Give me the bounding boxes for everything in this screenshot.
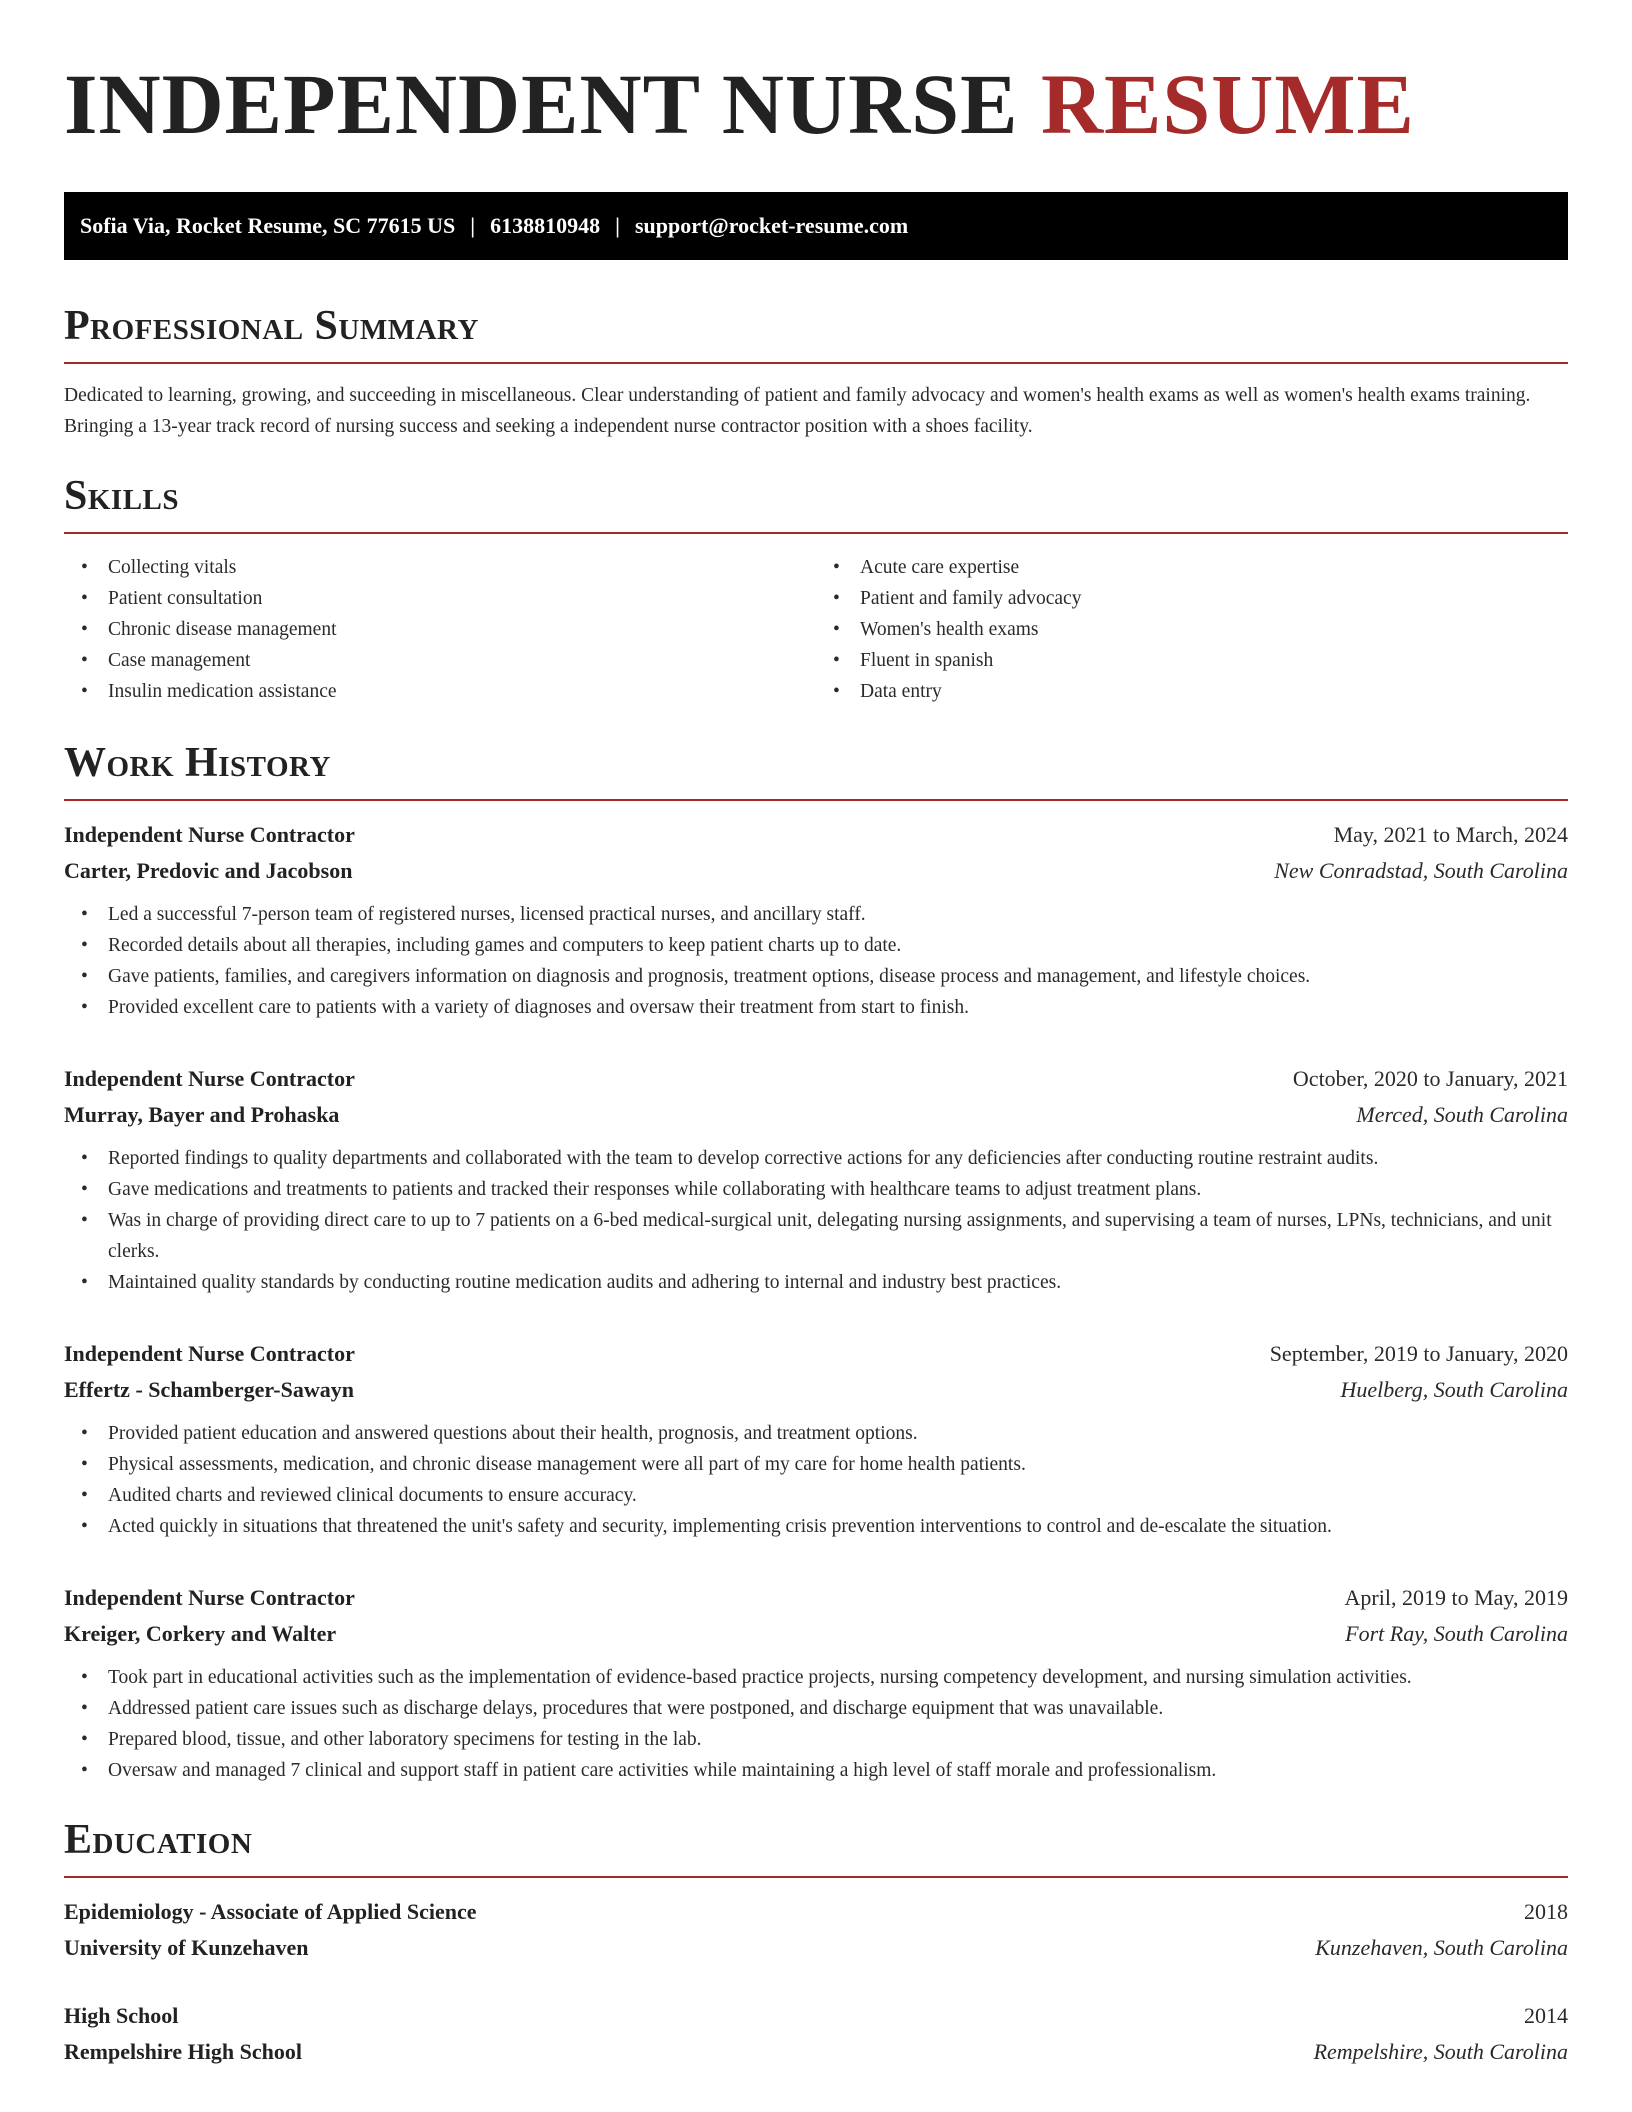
job-bullets xyxy=(64,1662,1568,1786)
job-bullet: • Oversaw and managed 7 clinical and support staff in patient care activities while maintaining a high level of staff morale and professionalism. xyxy=(64,1755,1568,1786)
job-bullets xyxy=(64,1143,1568,1298)
job-location: Huelberg, South Carolina xyxy=(1340,1377,1568,1402)
jobs-list xyxy=(64,817,1568,1786)
job-dates: April, 2019 to May, 2019 xyxy=(1344,1585,1568,1610)
skill-item: • Acute care expertise xyxy=(816,552,1568,583)
education-school: University of Kunzehaven xyxy=(64,1935,309,1960)
skill-item: • Insulin medication assistance xyxy=(64,676,816,707)
job-company-row xyxy=(64,1372,1568,1408)
contact-separator: | xyxy=(470,213,476,238)
education-school-row xyxy=(64,1930,1568,1966)
education-degree-row xyxy=(64,1894,1568,1930)
skill-item: • Chronic disease management xyxy=(64,614,816,645)
job-bullet: • Maintained quality standards by conducting routine medication audits and adhering to internal and industry best practices. xyxy=(64,1267,1568,1298)
job-dates: September, 2019 to January, 2020 xyxy=(1269,1341,1568,1366)
job-bullet: • Physical assessments, medication, and chronic disease management were all part of my care for home health patients. xyxy=(64,1449,1568,1480)
job-bullet: • Addressed patient care issues such as discharge delays, procedures that were postponed, and discharge equipment that was unavailable. xyxy=(64,1693,1568,1724)
job-company-row xyxy=(64,853,1568,889)
job-bullet: • Led a successful 7-person team of registered nurses, licensed practical nurses, and ancillary staff. xyxy=(64,899,1568,930)
job-bullet: • Provided excellent care to patients with a variety of diagnoses and oversaw their treatment from start to finish. xyxy=(64,992,1568,1023)
job-entry xyxy=(64,1336,1568,1542)
job-company: Murray, Bayer and Prohaska xyxy=(64,1102,340,1127)
contact-email: support@rocket-resume.com xyxy=(634,213,909,238)
education-year: 2018 xyxy=(1524,1899,1568,1924)
education-heading: Education xyxy=(64,1817,253,1863)
job-bullets xyxy=(64,1418,1568,1542)
skill-item: • Patient consultation xyxy=(64,583,816,614)
job-bullet: • Was in charge of providing direct care to up to 7 patients on a 6-bed medical-surgical unit, delegating nursing assignments, and supervising a team of nurses, LPNs, technicians, and unit clerks. xyxy=(64,1205,1568,1267)
section-divider xyxy=(64,799,1568,801)
skill-item: • Women's health exams xyxy=(816,614,1568,645)
skills-list-left xyxy=(64,552,816,707)
skill-item: • Case management xyxy=(64,645,816,676)
contact-phone: 6138810948 xyxy=(490,213,601,238)
education-year: 2014 xyxy=(1524,2003,1568,2028)
skills-heading: Skills xyxy=(64,473,180,519)
contact-separator: | xyxy=(615,213,620,238)
skill-item: • Collecting vitals xyxy=(64,552,816,583)
job-bullets xyxy=(64,899,1568,1023)
education-school: Rempelshire High School xyxy=(64,2039,302,2064)
summary-text: Dedicated to learning, growing, and succeeding in miscellaneous. Clear understanding of patient and family advocacy and women's health exams as well as women's health exams training. Bringing a 13-year track record of nursing success and seeking a independent nurse contractor position with a shoes facility. xyxy=(64,385,1531,437)
job-location: New Conradstad, South Carolina xyxy=(1274,858,1568,883)
skill-item: • Fluent in spanish xyxy=(816,645,1568,676)
education-entry xyxy=(64,1998,1568,2070)
summary-heading: Professional Summary xyxy=(64,303,479,349)
job-company: Carter, Predovic and Jacobson xyxy=(64,858,353,883)
job-bullet: • Prepared blood, tissue, and other laboratory specimens for testing in the lab. xyxy=(64,1724,1568,1755)
job-title: Independent Nurse Contractor xyxy=(64,1066,355,1091)
education-degree: Epidemiology - Associate of Applied Science xyxy=(64,1899,477,1924)
education-section xyxy=(64,1814,1568,2070)
resume-title xyxy=(64,50,1568,158)
education-degree-row xyxy=(64,1998,1568,2034)
job-bullet: • Took part in educational activities such as the implementation of evidence-based practice projects, nursing competency development, and nursing simulation activities. xyxy=(64,1662,1568,1693)
job-title: Independent Nurse Contractor xyxy=(64,1341,355,1366)
job-bullet: • Gave patients, families, and caregivers information on diagnosis and prognosis, treatment options, disease process and management, and lifestyle choices. xyxy=(64,961,1568,992)
skills-section xyxy=(64,470,1568,707)
job-location: Merced, South Carolina xyxy=(1356,1102,1568,1127)
contact-address: Sofia Via, Rocket Resume, SC 77615 US xyxy=(80,213,456,238)
job-dates: May, 2021 to March, 2024 xyxy=(1333,822,1568,847)
job-company-row xyxy=(64,1616,1568,1652)
skill-item: • Data entry xyxy=(816,676,1568,707)
education-school-row xyxy=(64,2034,1568,2070)
work-history-section xyxy=(64,737,1568,1786)
title-main: INDEPENDENT NURSE xyxy=(64,56,1019,152)
job-bullet: • Recorded details about all therapies, including games and computers to keep patient charts up to date. xyxy=(64,930,1568,961)
job-dates: October, 2020 to January, 2021 xyxy=(1292,1066,1568,1091)
education-entry xyxy=(64,1894,1568,1966)
job-company: Kreiger, Corkery and Walter xyxy=(64,1621,337,1646)
job-header-row xyxy=(64,1336,1568,1372)
job-entry xyxy=(64,1061,1568,1298)
section-divider xyxy=(64,1876,1568,1878)
title-accent: RESUME xyxy=(1040,56,1415,152)
job-title: Independent Nurse Contractor xyxy=(64,822,355,847)
job-entry xyxy=(64,817,1568,1023)
job-bullet: • Gave medications and treatments to patients and tracked their responses while collaborating with healthcare teams to adjust treatment plans. xyxy=(64,1174,1568,1205)
job-bullet: • Acted quickly in situations that threatened the unit's safety and security, implementing crisis prevention interventions to control and de-escalate the situation. xyxy=(64,1511,1568,1542)
summary-section xyxy=(64,300,1568,442)
job-company: Effertz - Schamberger-Sawayn xyxy=(64,1377,354,1402)
education-degree: High School xyxy=(64,2003,179,2028)
job-location: Fort Ray, South Carolina xyxy=(1345,1621,1568,1646)
skill-item: • Patient and family advocacy xyxy=(816,583,1568,614)
section-divider xyxy=(64,532,1568,534)
work-history-heading: Work History xyxy=(64,740,331,786)
skills-list-right xyxy=(816,552,1568,707)
skills-columns xyxy=(64,552,1568,707)
job-title: Independent Nurse Contractor xyxy=(64,1585,355,1610)
job-bullet: • Audited charts and reviewed clinical documents to ensure accuracy. xyxy=(64,1480,1568,1511)
job-entry xyxy=(64,1580,1568,1786)
job-company-row xyxy=(64,1097,1568,1133)
job-bullet: • Provided patient education and answered questions about their health, prognosis, and treatment options. xyxy=(64,1418,1568,1449)
job-header-row xyxy=(64,1061,1568,1097)
job-header-row xyxy=(64,1580,1568,1616)
section-divider xyxy=(64,362,1568,364)
job-bullet: • Reported findings to quality departments and collaborated with the team to develop corrective actions for any deficiencies after conducting routine restraint audits. xyxy=(64,1143,1568,1174)
contact-bar xyxy=(64,192,1568,260)
job-header-row xyxy=(64,817,1568,853)
education-location: Kunzehaven, South Carolina xyxy=(1315,1935,1568,1960)
education-location: Rempelshire, South Carolina xyxy=(1313,2039,1568,2064)
